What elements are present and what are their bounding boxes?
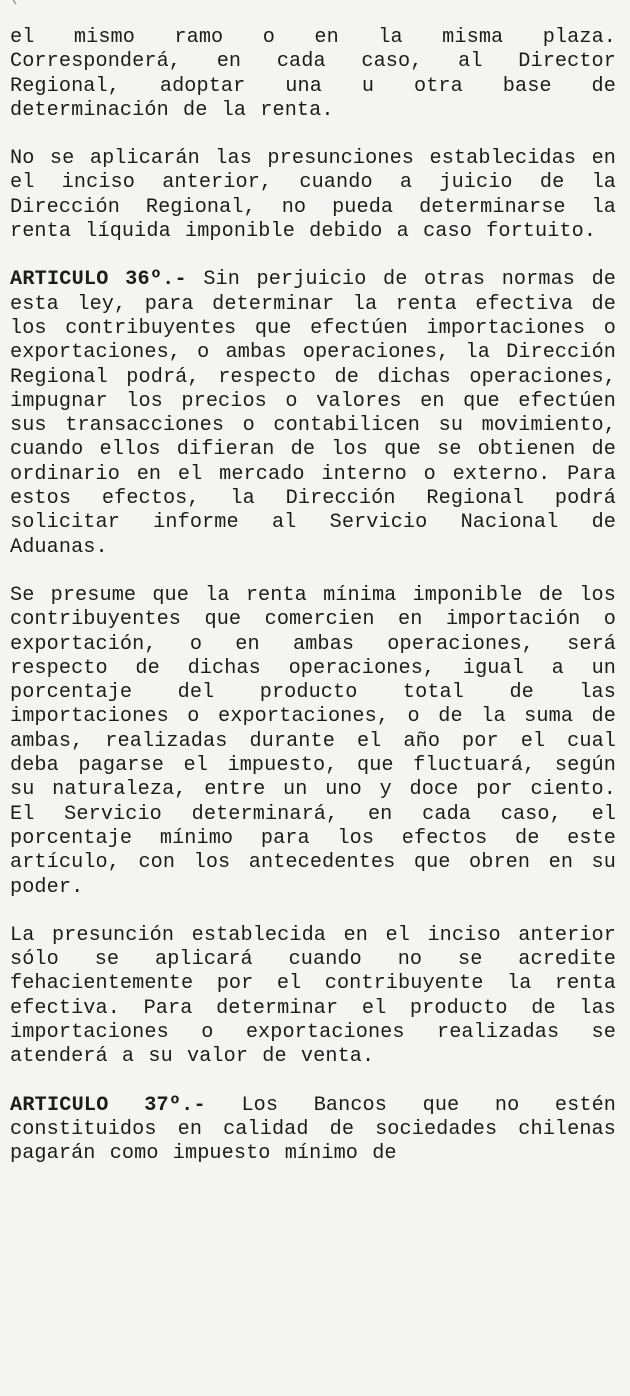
article-37-text: Los Bancos que no estén constituidos en calidad de sociedades chilenas pagarán como impuesto mínimo de xyxy=(10,1093,616,1166)
article-37-heading: ARTICULO 37º.- xyxy=(10,1093,206,1117)
article-36-paragraph xyxy=(10,268,616,560)
paragraph-la-presuncion xyxy=(10,924,616,1070)
article-36-text: Sin perjuicio de otras normas de esta ley, para determinar la renta efectiva de los contribuyentes que efectúen importaciones o exportaciones, o ambas operaciones, la Dirección Regional podrá, respecto de dichas operaciones, impugnar los precios o valores en que efectúen sus transacciones o contabilicen su movimiento, cuando ellos difieran de los que se obtienen de ordinario en el mercado interno o externo. Para estos efectos, la Dirección Regional podrá solicitar informe al Servicio Nacional de Aduanas. xyxy=(10,268,616,559)
paragraph-se-presume xyxy=(10,584,616,900)
article-37-paragraph xyxy=(10,1094,616,1167)
paragraph-text: La presunción establecida en el inciso anterior sólo se aplicará cuando no se acredite fehacientemente por el contribuyente la renta efectiva. Para determinar el producto de las importaciones o exportaciones realizadas se atenderá a su valor de venta. xyxy=(10,923,616,1069)
document-page xyxy=(10,26,616,1166)
paragraph-no-aplicaran xyxy=(10,147,616,244)
scan-artifact-mark xyxy=(0,0,28,6)
article-36-heading: ARTICULO 36º.- xyxy=(10,268,187,292)
paragraph-text: No se aplicarán las presunciones establecidas en el inciso anterior, cuando a juicio de la Dirección Regional, no pueda determinarse la renta líquida imponible debido a caso fortuito. xyxy=(10,147,616,244)
paragraph-spacer xyxy=(10,1070,616,1094)
paragraph-spacer xyxy=(10,244,616,268)
paragraph-spacer xyxy=(10,900,616,924)
paragraph-spacer xyxy=(10,560,616,584)
paragraph-spacer xyxy=(10,123,616,147)
paragraph-text: el mismo ramo o en la misma plaza. Corresponderá, en cada caso, al Director Regional, adoptar una u otra base de determinación de la renta. xyxy=(10,26,616,122)
paragraph-continuation xyxy=(10,26,616,123)
paragraph-text: Se presume que la renta mínima imponible de los contribuyentes que comercien en importación o exportación, o en ambas operaciones, será respecto de dichas operaciones, igual a un porcentaje del producto total de las importaciones o exportaciones, o de la suma de ambas, realizadas durante el año por el cual deba pagarse el impuesto, que fluctuará, según su naturaleza, entre un uno y doce por ciento. El Servicio determinará, en cada caso, el porcentaje mínimo para los efectos de este artículo, con los antecedentes que obren en su poder. xyxy=(10,583,616,899)
